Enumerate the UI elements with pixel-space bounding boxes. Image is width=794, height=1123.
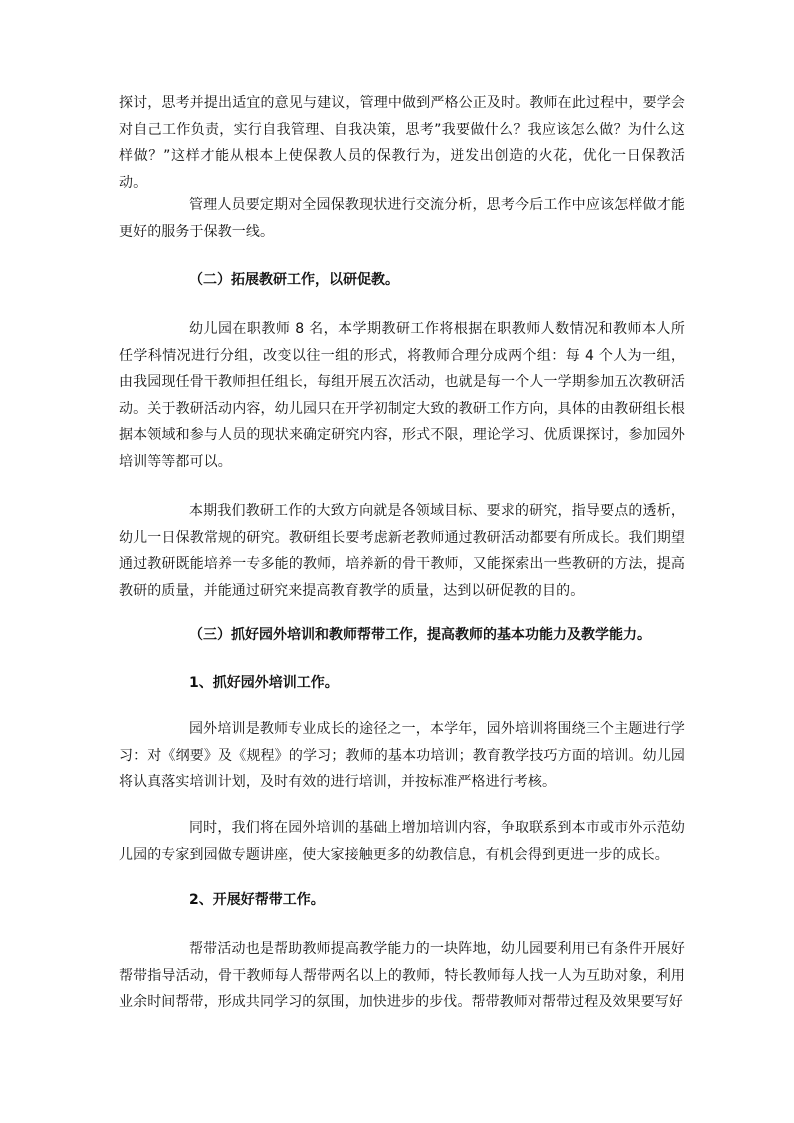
paragraph-management-review: 管理人员要定期对全园保教现状进行交流分析，思考今后工作中应该怎样做才能更好的服务于保教一线。 xyxy=(119,197,685,240)
paragraph-expert-lectures: 同时，我们将在园外培训的基础上增加培训内容，争取联系到本市或市外示范幼儿园的专家到园做专题讲座，使大家接触更多的幼教信息，有机会得到更进一步的成长。 xyxy=(119,820,685,863)
section-heading-training: （三）抓好园外培训和教师帮带工作，提高教师的基本功能力及教学能力。 xyxy=(189,627,651,643)
subheading-mentoring: 2、开展好帮带工作。 xyxy=(189,892,325,908)
paragraph-research-groups: 幼儿园在职教师 8 名，本学期教研工作将根据在职教师人数情况和教师本人所任学科情况进行分组，改变以往一组的形式，将教师合理分成两个组：每 4 个人为一组，由我园现任骨干教师担任组长，每组开展五次活动，也就是每一个人一学期参加五次教研活动。关于教研活动内容，幼儿园只在开学初制定大致的教研工作方向，具体的由教研组长根据本领域和参与人员的现状来确定研究内容，形式不限，理论学习、优质课探讨，参加园外培训等等都可以。 xyxy=(119,321,685,470)
subheading-external-training: 1、抓好园外培训工作。 xyxy=(189,675,339,691)
paragraph-continued: 探讨，思考并提出适宜的意见与建议，管理中做到严格公正及时。教师在此过程中，要学会对自己工作负责，实行自我管理、自我决策，思考”我要做什么？我应该怎么做？为什么这样做？”这样才能从根本上使保教人员的保教行为，迸发出创造的火花，优化一日保教活动。 xyxy=(119,95,685,191)
section-heading-research: （二）拓展教研工作，以研促教。 xyxy=(189,272,399,288)
paragraph-research-direction: 本期我们教研工作的大致方向就是各领域目标、要求的研究，指导要点的透析，幼儿一日保教常规的研究。教研组长要考虑新老教师通过教研活动都要有所成长。我们期望通过教研既能培养一专多能的教师，培养新的骨干教师，又能探索出一些教研的方法，提高教研的质量，并能通过研究来提高教育教学的质量，达到以研促教的目的。 xyxy=(119,503,685,599)
paragraph-mentoring: 帮带活动也是帮助教师提高教学能力的一块阵地，幼儿园要利用已有条件开展好帮带指导活动，骨干教师每人帮带两名以上的教师，特长教师每人找一人为互助对象，利用业余时间帮带，形成共同学习的氛围，加快进步的步伐。帮带教师对帮带过程及效果要写好 xyxy=(119,941,685,1010)
paragraph-external-training: 园外培训是教师专业成长的途径之一，本学年，园外培训将围绕三个主题进行学习：对《纲要》及《规程》的学习；教师的基本功培训；教育教学技巧方面的培训。幼儿园将认真落实培训计划，及时有效的进行培训，并按标准严格进行考核。 xyxy=(119,721,685,790)
